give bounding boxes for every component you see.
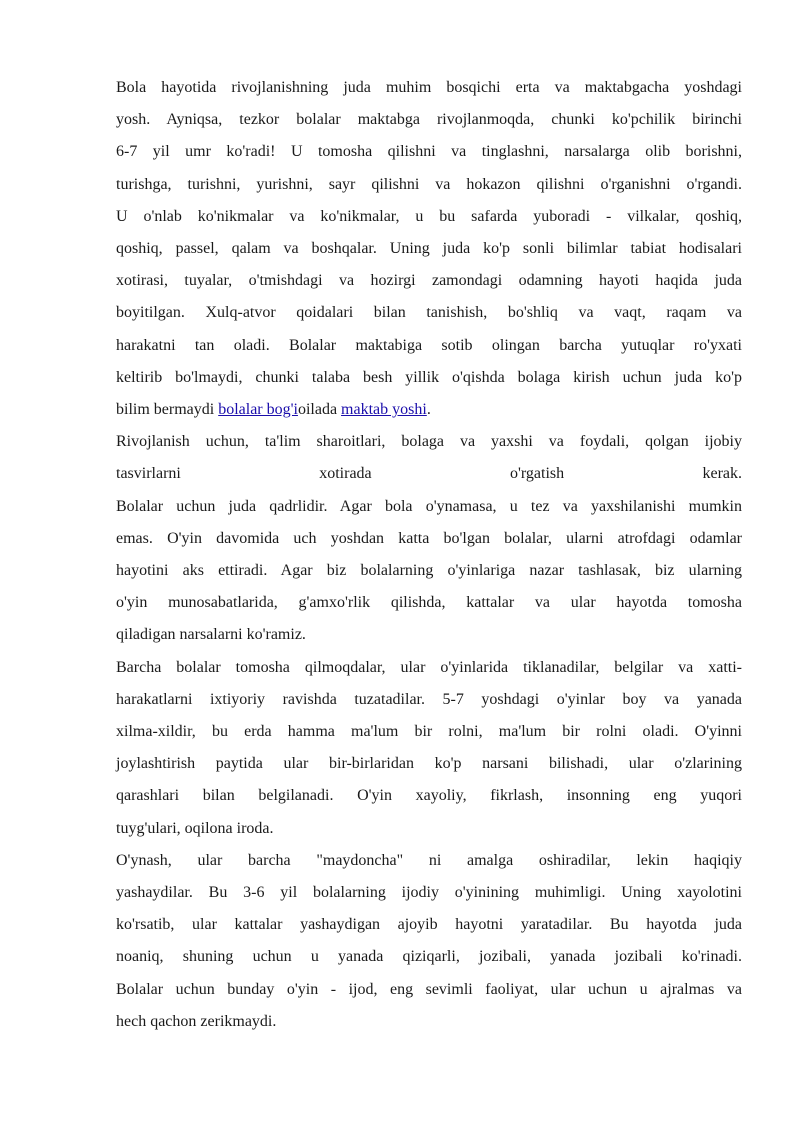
text-line: Bolalar uchun bunday o'yin - ijod, eng sevimli faoliyat, ular uchun u ajralmas va: [116, 980, 742, 998]
text-line: xotirasi, tuyalar, o'tmishdagi va hozirgi zamondagi odamning hayoti haqida juda: [116, 272, 742, 290]
word: o'rgatish: [509, 465, 565, 483]
text-line-with-links: [116, 394, 742, 426]
text-segment: .: [426, 401, 431, 419]
paragraph-4: [116, 652, 742, 845]
kindergarten-link[interactable]: bolalar bog'i: [218, 401, 298, 419]
text-line: tuyg'ulari, oqilona iroda.: [116, 819, 274, 837]
text-line: turishga, turishni, yurishni, sayr qilishni va hokazon qilishni o'rganishni o'rgandi.: [116, 175, 742, 193]
paragraph-3: [116, 491, 742, 652]
text-line: qarashlari bilan belgilanadi. O'yin xayoliy, fikrlash, insonning eng yuqori: [116, 787, 742, 805]
text-line: keltirib bo'lmaydi, chunki talaba besh yillik o'qishda bolaga kirish uchun juda ko'p: [116, 368, 742, 386]
text-line: 6-7 yil umr ko'radi! U tomosha qilishni va tinglashni, narsalarga olib borishni,: [116, 143, 742, 161]
word: tasvirlarni: [116, 465, 181, 483]
text-line: ko'rsatib, ular kattalar yashaydigan ajoyib hayotni yaratadilar. Bu hayotda juda: [116, 916, 742, 934]
text-line: O'ynash, ular barcha "maydoncha" ni amalga oshiradilar, lekin haqiqiy: [116, 851, 742, 869]
text-line-spread: [116, 458, 742, 490]
text-line: boyitilgan. Xulq-atvor qoidalari bilan tanishish, bo'shliq va vaqt, raqam va: [116, 304, 742, 322]
text-line: o'yin munosabatlarida, g'amxo'rlik qilishda, kattalar va ular hayotda tomosha: [116, 594, 742, 612]
text-line: yosh. Ayniqsa, tezkor bolalar maktabga rivojlanmoqda, chunki ko'pchilik birinchi: [116, 111, 742, 129]
text-line: Bolalar uchun juda qadrlidir. Agar bola o'ynamasa, u tez va yaxshilanishi mumkin: [116, 497, 742, 515]
paragraph-1: [116, 72, 742, 426]
text-line: hech qachon zerikmaydi.: [116, 1012, 277, 1030]
paragraph-2: [116, 426, 742, 490]
text-segment: oilada: [297, 401, 342, 419]
document-page: [116, 72, 742, 1038]
text-line: yashaydilar. Bu 3-6 yil bolalarning ijodiy o'yinining muhimligi. Uning xayolotini: [116, 884, 742, 902]
text-line: hayotini aks ettiradi. Agar biz bolalarning o'yinlariga nazar tashlasak, biz ularning: [116, 562, 742, 580]
text-line: joylashtirish paytida ular bir-birlaridan ko'p narsani bilishadi, ular o'zlarining: [116, 755, 742, 773]
text-line: Bola hayotida rivojlanishning juda muhim bosqichi erta va maktabgacha yoshdagi: [116, 79, 742, 96]
text-line: qiladigan narsalarni ko'ramiz.: [116, 626, 306, 644]
text-line: Rivojlanish uchun, ta'lim sharoitlari, bolaga va yaxshi va foydali, qolgan ijobiy: [116, 433, 742, 451]
text-line: harakatlarni ixtiyoriy ravishda tuzatadilar. 5-7 yoshdagi o'yinlar boy va yanada: [116, 690, 742, 708]
text-line: emas. O'yin davomida uch yoshdan katta bo'lgan bolalar, ularni atrofdagi odamlar: [116, 529, 742, 547]
text-line: harakatni tan oladi. Bolalar maktabiga sotib olingan barcha yutuqlar ro'yxati: [116, 336, 742, 354]
text-line: U o'nlab ko'nikmalar va ko'nikmalar, u bu safarda yuboradi - vilkalar, qoshiq,: [116, 207, 742, 225]
text-line: Barcha bolalar tomosha qilmoqdalar, ular o'yinlarida tiklanadilar, belgilar va xatti-: [116, 658, 742, 676]
text-line: qoshiq, passel, qalam va boshqalar. Uning juda ko'p sonli bilimlar tabiat hodisalari: [116, 240, 742, 258]
word: xotirada: [319, 465, 372, 483]
text-segment: bilim bermaydi: [116, 401, 219, 419]
text-line: xilma-xildir, bu erda hamma ma'lum bir rolni, ma'lum bir rolni oladi. O'yinni: [116, 723, 742, 741]
paragraph-5: [116, 845, 742, 1038]
word: kerak.: [702, 465, 742, 483]
text-line: noaniq, shuning uchun u yanada qiziqarli, jozibali, yanada jozibali ko'rinadi.: [116, 948, 742, 966]
school-age-link[interactable]: maktab yoshi: [341, 401, 427, 419]
